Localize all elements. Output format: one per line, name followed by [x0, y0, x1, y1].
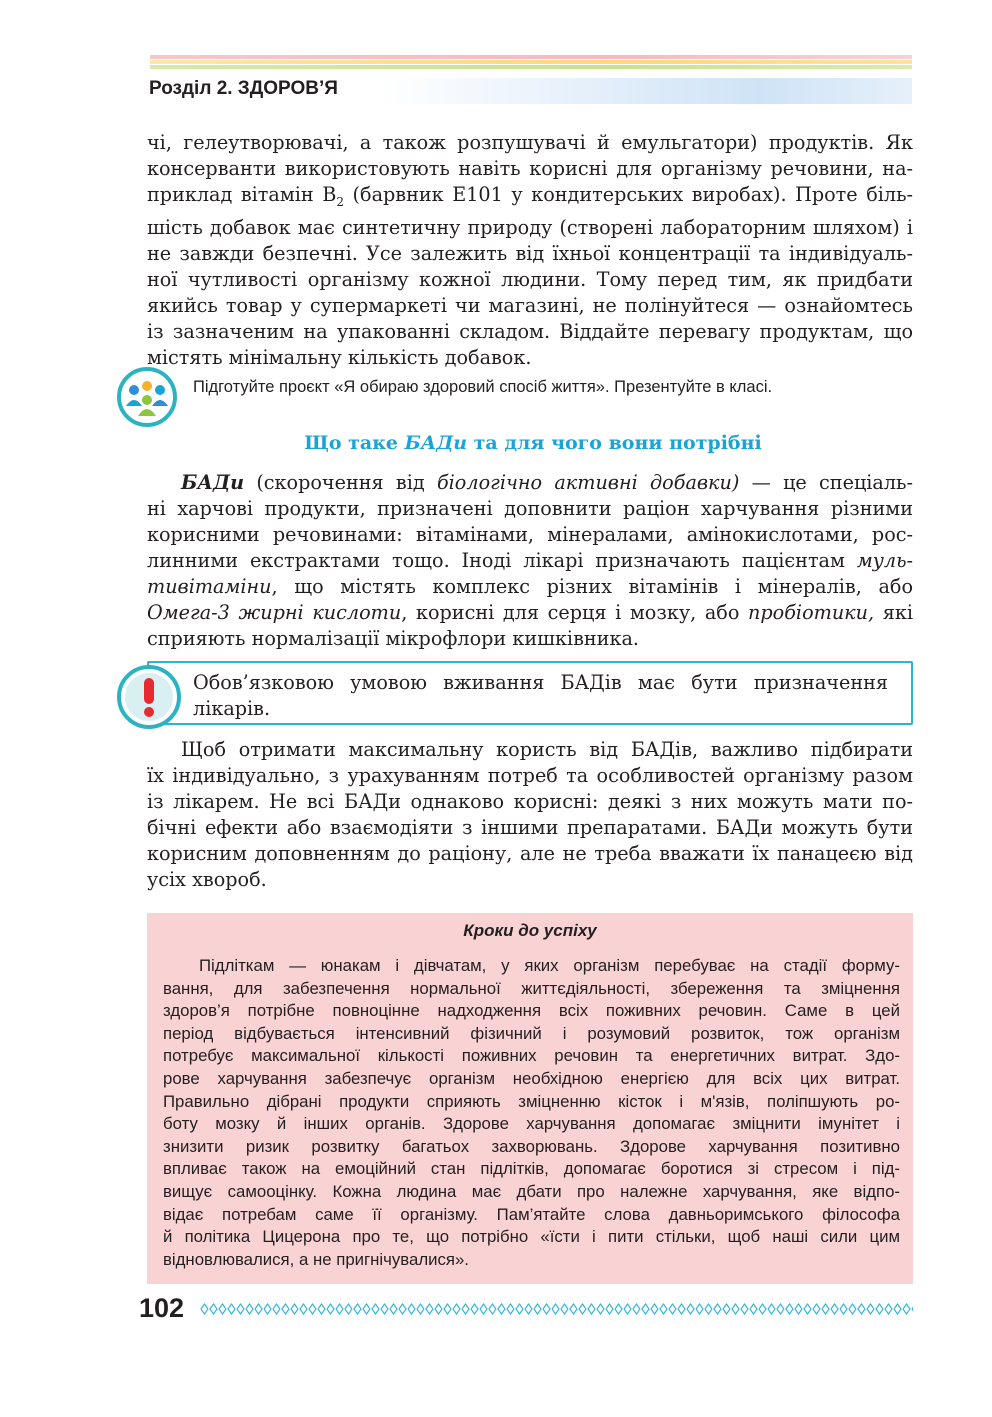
text-line: чі, гелеутворювачі, а також розпушувачі й емульгатори) продуктів. Як: [147, 131, 913, 154]
text-line: вищує самооцінку. Кожна людина має дбати про належне харчування, яке відпо-: [163, 1181, 900, 1201]
text-line: Правильно дібрані продукти сприяють зміцненню кісток і м'язів, поліпшують ро-: [163, 1091, 900, 1111]
text-line: Щоб отримати максимальну користь від БАДів, важливо підбирати: [181, 738, 913, 761]
text-line: не завжди безпечні. Усе залежить від їхньої концентрації та індивідуаль-: [147, 241, 913, 265]
warning-text: [193, 670, 888, 722]
text-line: Обов’язковою умовою вживання БАДів має бути призначення: [193, 671, 888, 694]
text-line: відає потребам саме її організму. Пам’ятайте слова давньоримського філософа: [163, 1204, 900, 1224]
paragraph-badi-definition: [147, 470, 913, 652]
page-number: 102: [139, 1293, 185, 1323]
text-line: й політика Цицерона про те, що потрібно «їсти і пити стільки, щоб наші сили цим: [163, 1227, 900, 1247]
text-line: линними екстрактами тощо. Іноді лікарі призначають пацієнтам муль-: [147, 549, 913, 572]
text-line: ної чутливості організму кожної людини. Тому перед тим, як придбати: [147, 267, 913, 291]
text-line: БАДи (скорочення від біологічно активні добавки) — це спеціаль-: [181, 471, 913, 494]
text-line: боту мозку й інших органів. Здорове харчування допомагає зміцнити імунітет і: [163, 1114, 900, 1134]
text-line: рове харчування забезпечує організм необхідною енергією для всіх цих витрат.: [163, 1068, 900, 1088]
tip-title: Кроки до успіху: [463, 921, 597, 940]
paragraph-badi-usage: [147, 737, 913, 893]
text-line: із зазначеним на упакованні складом. Віддайте перевагу продуктам, що: [147, 319, 913, 343]
text-line: знизити ризик розвитку багатьох захворювань. Здорове харчування позитивно: [163, 1136, 900, 1156]
project-task-text: Підготуйте проєкт «Я обираю здоровий спосіб життя». Презентуйте в класі.: [193, 378, 773, 396]
footer-ornament: [200, 1301, 913, 1317]
paragraph-additives: [147, 130, 913, 371]
text-line: сприяють нормалізації мікрофлори кишківника.: [147, 627, 639, 650]
text-line: корисним доповненням до раціону, але не треба вважати їх панацеєю від: [147, 842, 913, 865]
section-subheading: Що таке БАДи та для чого вони потрібні: [304, 432, 762, 454]
text-line: приклад вітамін $B_2$ (барвник E101 у кондитерських виробах). Проте біль-: [147, 183, 914, 209]
text-line: відновлювалися, а не пригнічувалися».: [163, 1249, 469, 1269]
text-line: усіх хвороб.: [147, 868, 267, 891]
text-line: консерванти використовують навіть корисні для організму речовини, на-: [147, 157, 913, 180]
text-line: Омега-3 жирні кислоти, корисні для серця і мозку, або пробіотики, які: [147, 601, 913, 624]
tip-body: [163, 955, 900, 1271]
exclamation-icon: [116, 664, 182, 730]
text-line: містять мінімальну кількість добавок.: [147, 345, 532, 369]
section-title: Розділ 2. ЗДОРОВ’Я: [149, 78, 338, 99]
text-line: бічні ефекти або взаємодіяти з іншими препаратами. БАДи можуть бути: [147, 816, 913, 839]
text-line: період відбувається інтенсивний фізичний і розумовий розвиток, тож організм: [163, 1023, 900, 1043]
text-line: вання, для забезпечення нормальної життєдіяльності, збереження та зміцнення: [163, 978, 900, 998]
text-line: впливає також на емоційний стан підлітків, допомагає боротися зі стресом і під-: [163, 1159, 900, 1179]
text-line: здоров’я потрібне повноцінне надходження всіх поживних речовин. Саме в цей: [163, 1001, 900, 1021]
text-line: із лікарем. Не всі БАДи однаково корисні: деякі з них можуть мати по-: [147, 790, 913, 813]
text-line: шість добавок має синтетичну природу (створені лабораторним шляхом) і: [147, 215, 913, 239]
text-line: тивітаміни, що містять комплекс різних вітамінів і мінералів, або: [147, 575, 913, 598]
text-line: якийсь товар у супермаркеті чи магазині, не полінуйтеся — ознайомтесь: [147, 293, 913, 317]
text-line: корисними речовинами: вітамінами, мінералами, амінокислотами, рос-: [147, 523, 913, 546]
group-project-icon: [116, 366, 178, 428]
text-line: ні харчові продукти, призначені доповнити раціон харчування різними: [147, 497, 913, 520]
text-line: їх індивідуально, з урахуванням потреб та особливостей організму разом: [147, 764, 913, 787]
text-line: потребує максимальної кількості поживних речовин та енергетичних витрат. Здо-: [163, 1046, 900, 1066]
text-line: Підліткам — юнакам і дівчатам, у яких організм перебуває на стадії форму-: [199, 956, 900, 975]
text-line: лікарів.: [193, 697, 271, 720]
